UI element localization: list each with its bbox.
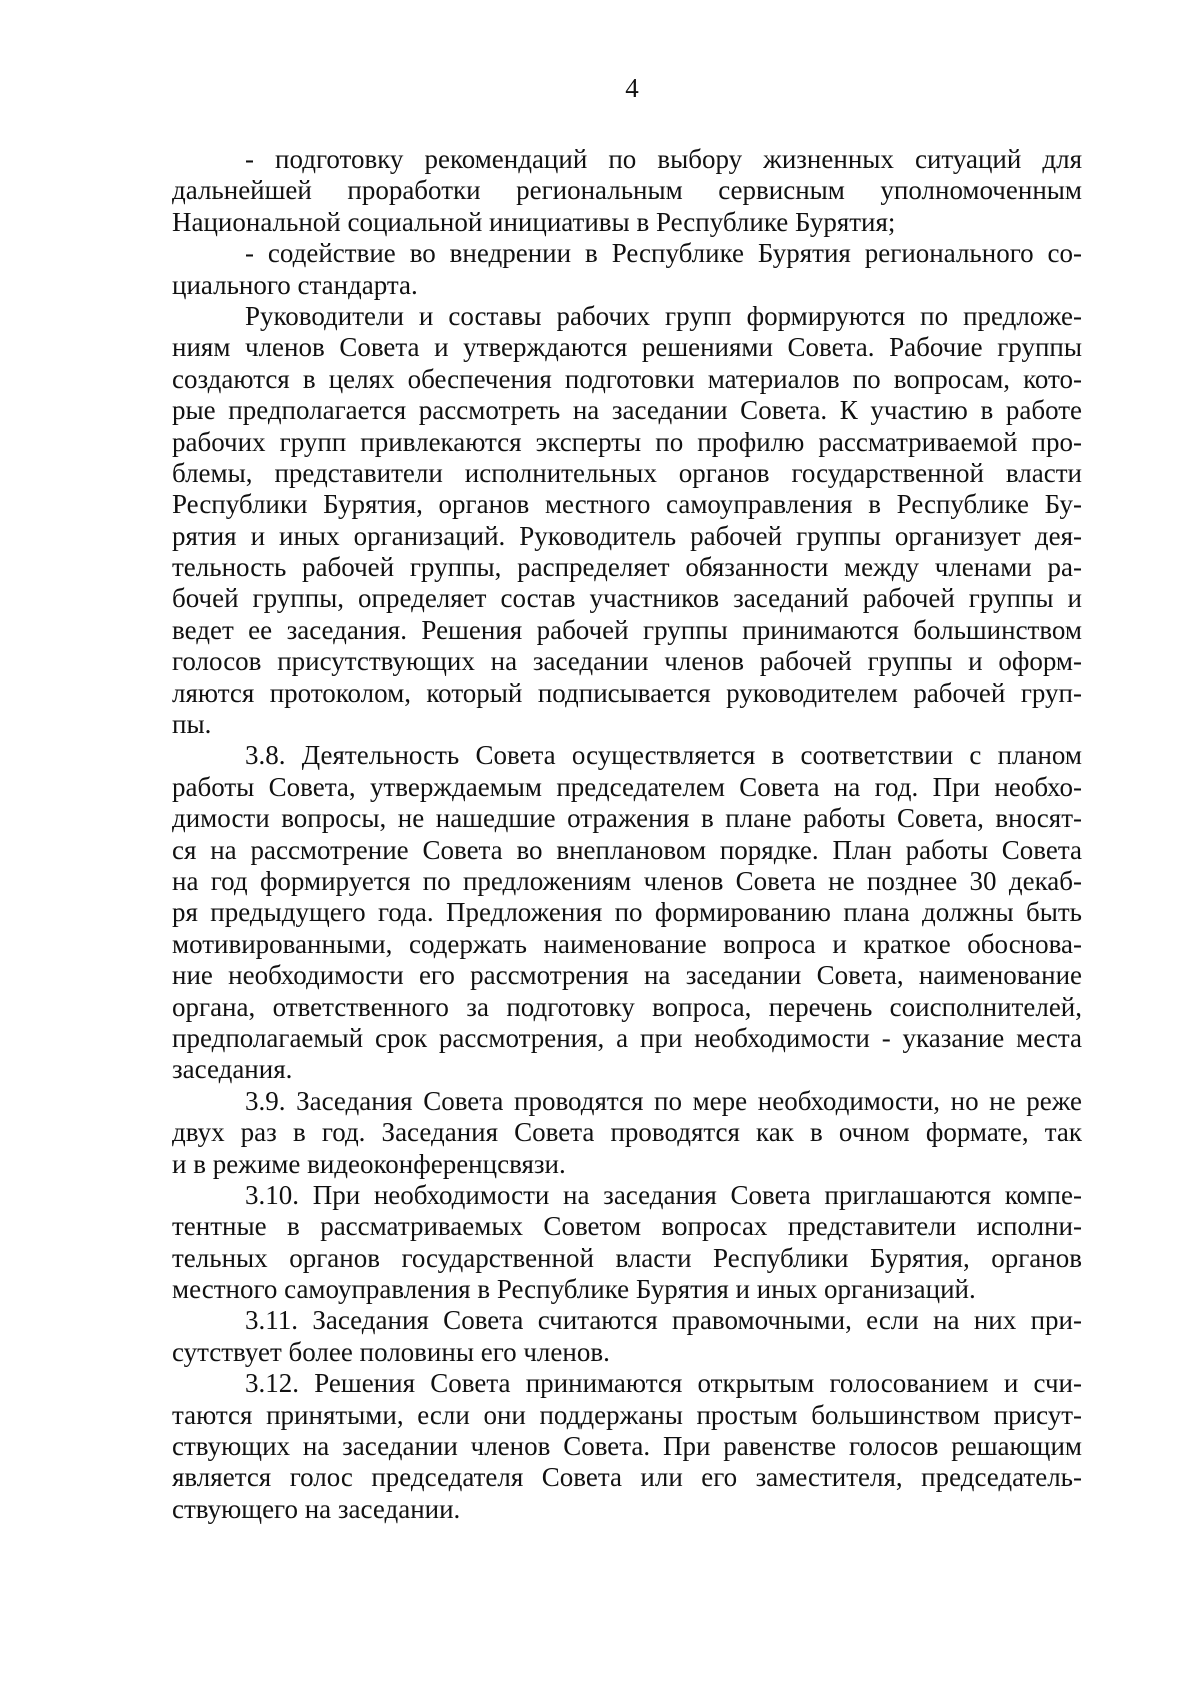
text-line: димости вопросы, не нашедшие отражения в плане работы Совета, вносят- [172,803,1082,834]
text-line: 3.12. Решения Совета принимаются открытым голосованием и счи- [245,1368,1082,1399]
paragraph [172,1305,1082,1368]
text-line: дальнейшей проработки региональным сервисным уполномоченным [172,175,1082,206]
text-line: Республики Бурятия, органов местного самоуправления в Республике Бу- [172,489,1082,520]
text-line: рабочих групп привлекаются эксперты по профилю рассматриваемой про- [172,426,1082,457]
text-line: двух раз в год. Заседания Совета проводятся как в очном формате, так [172,1117,1082,1148]
text-line: работы Совета, утверждаемым председателем Совета на год. При необхо- [172,771,1082,802]
paragraph [172,1368,1082,1525]
text-line: ведет ее заседания. Решения рабочей группы принимаются большинством [172,614,1082,645]
text-line: рые предполагается рассмотреть на заседании Совета. К участию в работе [172,395,1082,426]
paragraph [172,238,1082,301]
text-line: рятия и иных организаций. Руководитель рабочей группы организует дея- [172,520,1082,551]
text-line: Руководители и составы рабочих групп формируются по предложе- [245,300,1082,331]
text-line: циального стандарта. [172,269,418,300]
paragraph [172,301,1082,740]
text-line: создаются в целях обеспечения подготовки материалов по вопросам, кото- [172,363,1082,394]
text-line: ся на рассмотрение Совета во внеплановом порядке. План работы Совета [172,834,1082,865]
text-line: тельных органов государственной власти Республики Бурятия, органов [172,1242,1082,1273]
text-line: пы. [172,709,212,740]
text-line: на год формируется по предложениям членов Совета не позднее 30 декаб- [172,865,1082,896]
text-line: Национальной социальной инициативы в Республике Бурятия; [172,206,896,237]
paragraph [172,1180,1082,1306]
document-body [172,144,1082,1525]
text-line: местного самоуправления в Республике Бурятия и иных организаций. [172,1274,976,1305]
text-line: блемы, представители исполнительных органов государственной власти [172,457,1082,488]
text-line: таются принятыми, если они поддержаны простым большинством присут- [172,1399,1082,1430]
text-line: предполагаемый срок рассмотрения, а при необходимости - указание места [172,1022,1082,1053]
text-line: ствующих на заседании членов Совета. При равенстве голосов решающим [172,1431,1082,1462]
text-line: 3.10. При необходимости на заседания Совета приглашаются компе- [245,1179,1082,1210]
paragraph [172,1086,1082,1180]
text-line: тентные в рассматриваемых Советом вопросах представители исполни- [172,1211,1082,1242]
text-line: и в режиме видеоконференцсвязи. [172,1148,566,1179]
text-line: тельность рабочей группы, распределяет обязанности между членами ра- [172,552,1082,583]
text-line: бочей группы, определяет состав участников заседаний рабочей группы и [172,583,1082,614]
text-line: ляются протоколом, который подписывается руководителем рабочей груп- [172,677,1082,708]
paragraph [172,144,1082,238]
text-line: органа, ответственного за подготовку вопроса, перечень соисполнителей, [172,991,1082,1022]
text-line: 3.8. Деятельность Совета осуществляется в соответствии с планом [245,740,1082,771]
text-line: 3.9. Заседания Совета проводятся по мере необходимости, но не реже [245,1085,1082,1116]
text-line: ря предыдущего года. Предложения по формированию плана должны быть [172,897,1082,928]
text-line: 3.11. Заседания Совета считаются правомочными, если на них при- [245,1305,1082,1336]
paragraph [172,740,1082,1085]
text-line: ние необходимости его рассмотрения на заседании Совета, наименование [172,960,1082,991]
text-line: является голос председателя Совета или его заместителя, председатель- [172,1462,1082,1493]
text-line: - подготовку рекомендаций по выбору жизненных ситуаций для [245,144,1082,174]
text-line: сутствует более половины его членов. [172,1336,610,1367]
text-line: ствующего на заседании. [172,1493,461,1524]
text-line: - содействие во внедрении в Республике Бурятия регионального со- [245,238,1082,269]
text-line: мотивированными, содержать наименование вопроса и краткое обоснова- [172,928,1082,959]
text-line: голосов присутствующих на заседании членов рабочей группы и оформ- [172,646,1082,677]
text-line: ниям членов Совета и утверждаются решениями Совета. Рабочие группы [172,332,1082,363]
page-number: 4 [625,73,639,103]
text-line: заседания. [172,1054,293,1085]
